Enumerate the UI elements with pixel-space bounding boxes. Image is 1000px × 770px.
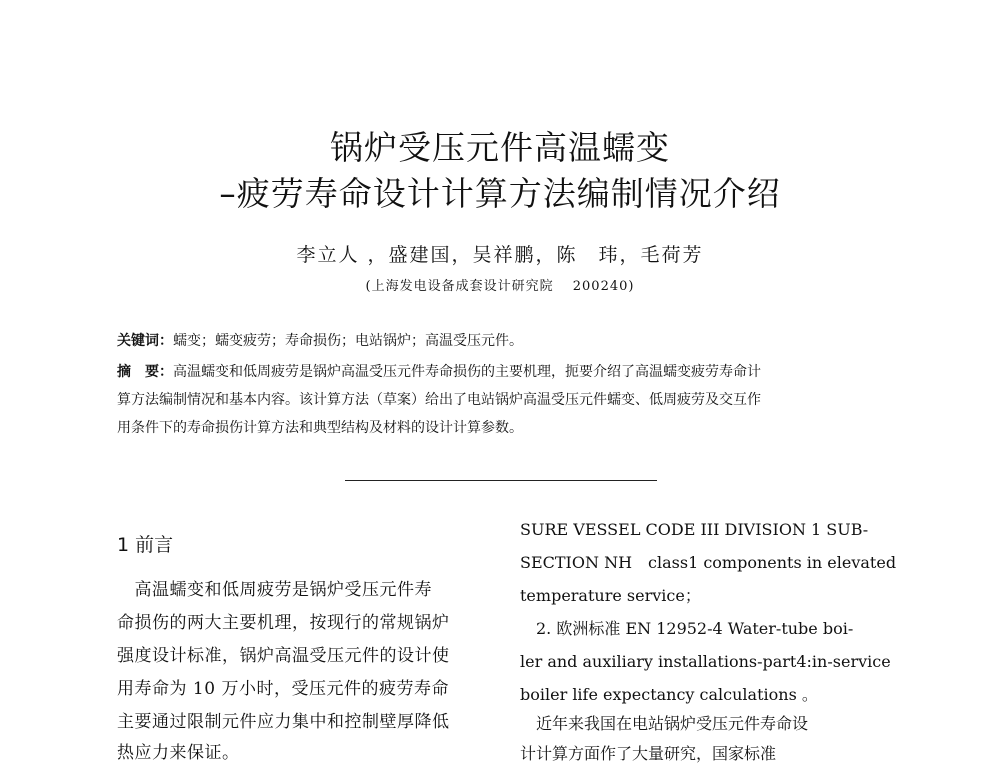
right-col-line: SURE VESSEL CODE III DIVISION 1 SUB- bbox=[520, 520, 869, 539]
affiliation: (上海发电设备成套设计研究院 200240) bbox=[365, 279, 635, 294]
left-col-line: 命损伤的两大主要机理，按现行的常规锅炉 bbox=[117, 613, 450, 633]
section-heading: 1 前言 bbox=[117, 534, 174, 556]
left-col-line: 强度设计标准，锅炉高温受压元件的设计使 bbox=[117, 646, 450, 666]
right-col-line: 计计算方面作了大量研究，国家标准 bbox=[520, 744, 777, 763]
section-divider bbox=[345, 480, 657, 481]
right-col-line: SECTION NH class1 components in elevated bbox=[520, 553, 897, 572]
keywords bbox=[117, 328, 897, 354]
abstract-line-1 bbox=[117, 359, 897, 385]
right-col-line: temperature service； bbox=[520, 586, 701, 605]
right-col-line: ler and auxiliary installations-part4:in-service bbox=[520, 652, 891, 671]
abstract-line-3: 用条件下的寿命损伤计算方法和典型结构及材料的设计计算参数。 bbox=[117, 420, 523, 436]
right-col-line: 2. 欧洲标准 EN 12952-4 Water-tube boi- bbox=[520, 619, 854, 638]
keywords-text: 蠕变；蠕变疲劳；寿命损伤；电站锅炉；高温受压元件。 bbox=[173, 333, 523, 349]
right-col-line: boiler life expectancy calculations 。 bbox=[520, 685, 818, 704]
title-line-2: –疲劳寿命设计计算方法编制情况介绍 bbox=[219, 174, 781, 213]
left-col-line: 高温蠕变和低周疲劳是锅炉受压元件寿 bbox=[117, 580, 432, 600]
right-col-line: 近年来我国在电站锅炉受压元件寿命设 bbox=[520, 714, 809, 733]
left-col-line: 用寿命为 10 万小时，受压元件的疲劳寿命 bbox=[117, 679, 449, 699]
left-col-line: 热应力来保证。 bbox=[117, 743, 240, 763]
abstract-text: 高温蠕变和低周疲劳是锅炉高温受压元件寿命损伤的主要机理，扼要介绍了高温蠕变疲劳寿命计 bbox=[173, 364, 761, 380]
left-col-line: 主要通过限制元件应力集中和控制壁厚降低 bbox=[117, 712, 450, 732]
authors: 李立人 ，盛建国，吴祥鹏，陈 玮，毛荷芳 bbox=[296, 244, 704, 266]
title-line-1: 锅炉受压元件高温蠕变 bbox=[330, 128, 670, 167]
abstract-label: 摘 要： bbox=[117, 364, 173, 380]
abstract-line-2: 算方法编制情况和基本内容。该计算方法（草案）给出了电站锅炉高温受压元件蠕变、低周疲劳及交互作 bbox=[117, 392, 761, 408]
keywords-label: 关键词： bbox=[117, 333, 173, 349]
